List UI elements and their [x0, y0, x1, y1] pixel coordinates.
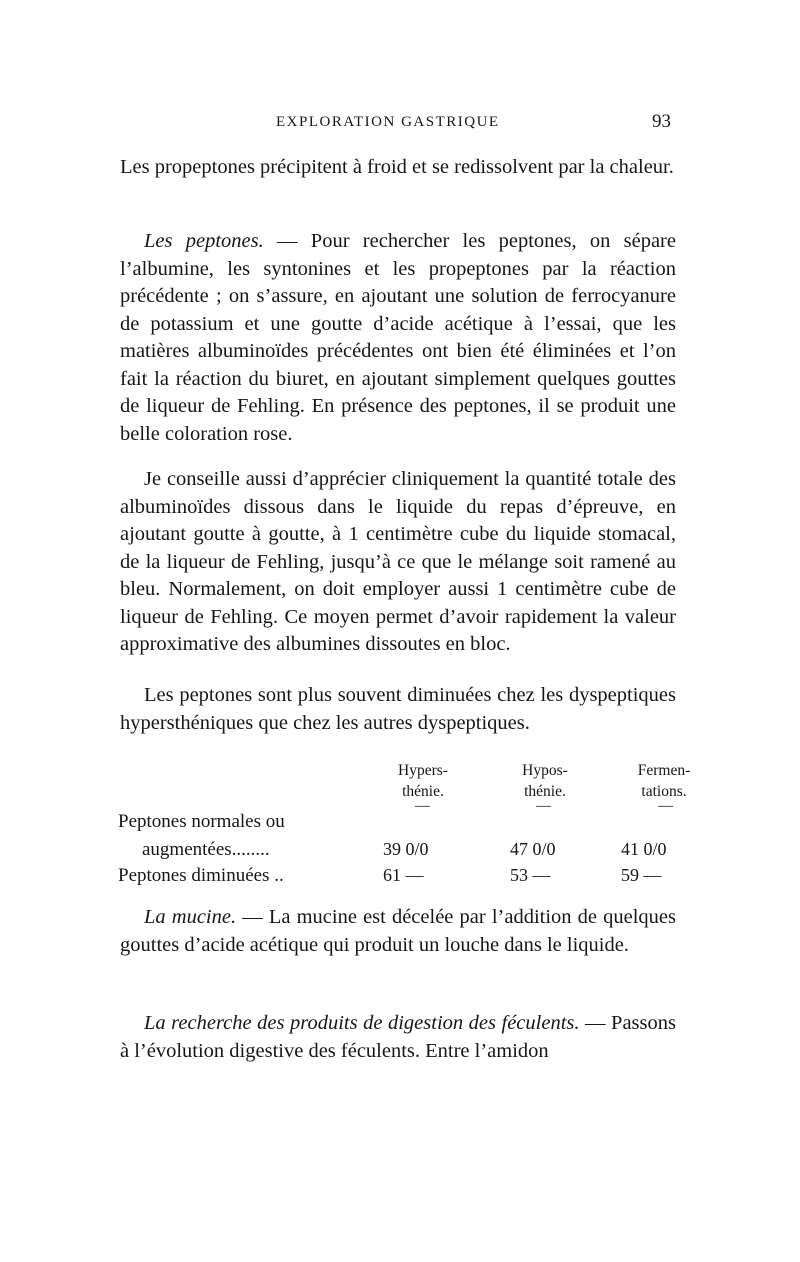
row-label-normales: Peptones normales ou [118, 811, 285, 832]
table-cell: 59 — [621, 865, 662, 885]
paragraph-peptones [120, 228, 676, 448]
table-cell: 47 0/0 [510, 839, 556, 859]
table-cell: 53 — [510, 865, 551, 885]
row-label-augmentees: augmentées........ [142, 839, 270, 860]
page-number: 93 [652, 111, 671, 132]
paragraph-fehling: Je conseille aussi d’apprécier cliniquement la quantité totale des albuminoïdes dissous dans le liquide du repas d’épreuve, en ajoutant goutte à goutte, à 1 centimètre cube du liquide stomacal, de la liqueur de Fehling, jusqu’à ce que le mélange soit ramené au bleu. Normalement, on doit employer aussi 1 centimètre cube de liqueur de Fehling. Ce moyen permet d’avoir rapidement la valeur approximative des albumines dissoutes en bloc. [120, 468, 676, 655]
col-dash: — [415, 798, 430, 814]
section-title-feculents: La recherche des produits de digestion des féculents. [144, 1012, 580, 1034]
col-header-fermentations: Fermen- tations. [637, 762, 691, 800]
peptones-body: — Pour rechercher les peptones, on sépare l’albumine, les syntonines et les propeptones par la réaction précédente ; on s’assure, en ajoutant une solution de ferrocyanure de potassium et une goutte d’acide acétique à l’essai, que les matières albuminoïdes précédentes ont bien été éliminées et l’on fait la réaction du biuret, en ajoutant simplement quelques gouttes de liqueur de Fehling. En présence des peptones, il se produit une belle coloration rose. [120, 230, 676, 445]
feculents-body: — Passons à l’évolution digestive des féculents. Entre l’amidon [120, 1012, 676, 1062]
table-cell: 41 0/0 [621, 839, 667, 859]
section-title-mucine: La mucine. [144, 906, 237, 928]
col-header-hypersthenie: Hypers- thénie. [398, 762, 448, 800]
paragraph-dyspeptiques: Les peptones sont plus souvent diminuées chez les dyspeptiques hypersthéniques que chez les autres dyspeptiques. [120, 684, 676, 734]
row-label-diminuees: Peptones diminuées .. [118, 865, 284, 886]
mucine-body: — La mucine est décelée par l’addition de quelques gouttes d’acide acétique qui produit un louche dans le liquide. [120, 906, 676, 956]
table-cell: 61 — [383, 865, 424, 885]
peptones-table [118, 760, 691, 890]
running-title: EXPLORATION GASTRIQUE [276, 114, 500, 130]
col-dash: — [658, 798, 673, 814]
col-dash: — [536, 798, 551, 814]
section-title-peptones: Les peptones. [144, 230, 264, 252]
running-head [0, 111, 800, 134]
col-header-hyposthenie: Hypos- thénie. [522, 762, 568, 800]
table-cell: 39 0/0 [383, 839, 429, 859]
paragraph-feculents [120, 1010, 676, 1065]
paragraph-mucine [120, 904, 676, 959]
paragraph-propeptones: Les propeptones précipitent à froid et se redissolvent par la chaleur. [120, 156, 674, 178]
